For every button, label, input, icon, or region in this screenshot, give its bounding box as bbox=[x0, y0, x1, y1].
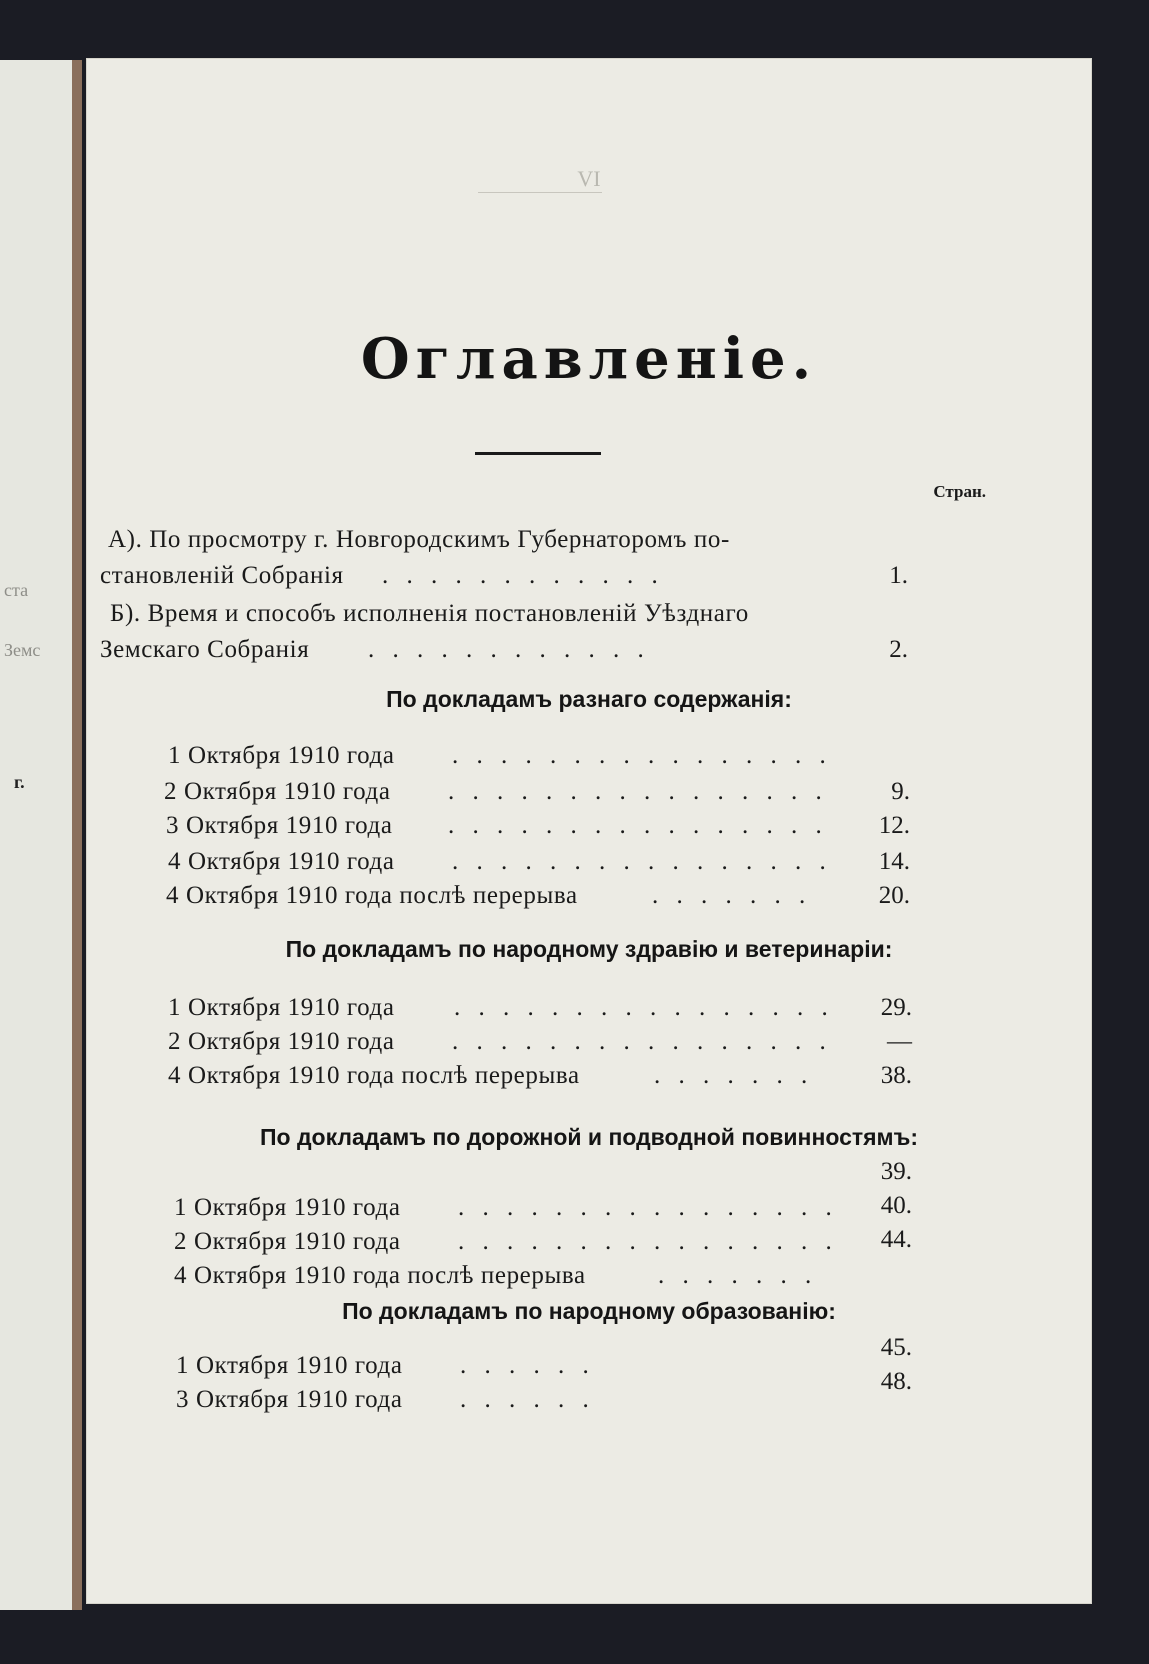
toc-item: 1 Октября 1910 года bbox=[174, 1194, 401, 1221]
toc-item-page: 45. bbox=[880, 1334, 912, 1361]
title-rule bbox=[475, 452, 601, 455]
leader-dots: . . . . . . . bbox=[654, 1062, 814, 1089]
section-heading: По докладамъ по дорожной и подводной повинностямъ: bbox=[259, 1124, 918, 1150]
adjacent-page-strip bbox=[0, 60, 82, 1610]
page-number-rule bbox=[478, 192, 602, 193]
toc-item-page: — bbox=[887, 1028, 912, 1055]
toc-item-page: 44. bbox=[880, 1226, 912, 1253]
toc-item: 2 Октября 1910 года bbox=[174, 1228, 401, 1255]
leader-dots: . . . . . . . . . . . . . . . . bbox=[452, 1028, 832, 1055]
toc-item: 3 Октября 1910 года bbox=[166, 812, 393, 839]
leader-dots: . . . . . . . . . . . . . . . . bbox=[448, 812, 828, 839]
page-title: Оглавленіе. bbox=[360, 326, 818, 392]
leader-dots: . . . . . . . bbox=[652, 882, 812, 909]
toc-item: 1 Октября 1910 года bbox=[168, 994, 395, 1021]
toc-item: 1 Октября 1910 года bbox=[176, 1352, 403, 1379]
toc-item: 2 Октября 1910 года bbox=[164, 778, 391, 805]
toc-item: 4 Октября 1910 года послѣ перерыва bbox=[168, 1062, 580, 1089]
toc-item-page: 9. bbox=[891, 778, 910, 805]
section-heading: По докладамъ по народному здравію и ветеринаріи: bbox=[285, 936, 893, 962]
toc-item-page: 14. bbox=[878, 848, 910, 875]
toc-item-page: 38. bbox=[880, 1062, 912, 1089]
toc-item: 3 Октября 1910 года bbox=[176, 1386, 403, 1413]
adjacent-page-fragment: Земс bbox=[4, 640, 41, 660]
leader-dots: . . . . . . bbox=[460, 1352, 595, 1379]
section-heading: По докладамъ по народному образованію: bbox=[342, 1298, 836, 1324]
toc-entry-a-line1: А). По просмотру г. Новгородскимъ Губернаторомъ по- bbox=[108, 526, 730, 553]
leader-dots: . . . . . . . . . . . . . . . . bbox=[448, 778, 828, 805]
toc-item: 4 Октября 1910 года послѣ перерыва bbox=[166, 882, 578, 909]
toc-item-page: 39. bbox=[880, 1158, 912, 1185]
leader-dots: . . . . . . . . . . . . . . . . bbox=[458, 1194, 838, 1221]
leader-dots: . . . . . . . . . . . . bbox=[382, 562, 664, 589]
toc-entry-a-line2: становленій Собранія bbox=[100, 562, 344, 589]
toc-item-page: 29. bbox=[880, 994, 912, 1021]
toc-item-page: 20. bbox=[878, 882, 910, 909]
section-heading: По докладамъ разнаго содержанія: bbox=[386, 686, 792, 712]
leader-dots: . . . . . . . bbox=[658, 1262, 818, 1289]
toc-item: 4 Октября 1910 года bbox=[168, 848, 395, 875]
adjacent-page-fragment: ста bbox=[4, 580, 29, 600]
toc-item: 4 Октября 1910 года послѣ перерыва bbox=[174, 1262, 586, 1289]
leader-dots: . . . . . . . . . . . . . . . . bbox=[458, 1228, 838, 1255]
toc-entry-a-page: 1. bbox=[889, 562, 908, 589]
leader-dots: . . . . . . . . . . . . bbox=[368, 636, 650, 663]
leader-dots: . . . . . . . . . . . . . . . . bbox=[452, 848, 832, 875]
toc-item: 2 Октября 1910 года bbox=[168, 1028, 395, 1055]
toc-entry-b-page: 2. bbox=[889, 636, 908, 663]
adjacent-page-fragment: г. bbox=[14, 772, 25, 792]
leader-dots: . . . . . . . . . . . . . . . . bbox=[454, 994, 834, 1021]
book-page bbox=[86, 58, 1092, 1604]
page-number: VI bbox=[577, 166, 601, 191]
toc-item-page: 48. bbox=[880, 1368, 912, 1395]
toc-item-page: 40. bbox=[880, 1192, 912, 1219]
toc-entry-b-line1: Б). Время и способъ исполненія постановленій Уѣзднаго bbox=[110, 600, 749, 627]
toc-item-page: 12. bbox=[878, 812, 910, 839]
leader-dots: . . . . . . bbox=[460, 1386, 595, 1413]
toc-entry-b-line2: Земскаго Собранія bbox=[100, 636, 310, 663]
toc-item: 1 Октября 1910 года bbox=[168, 742, 395, 769]
leader-dots: . . . . . . . . . . . . . . . . bbox=[452, 742, 832, 769]
column-header-pages: Стран. bbox=[933, 482, 986, 501]
